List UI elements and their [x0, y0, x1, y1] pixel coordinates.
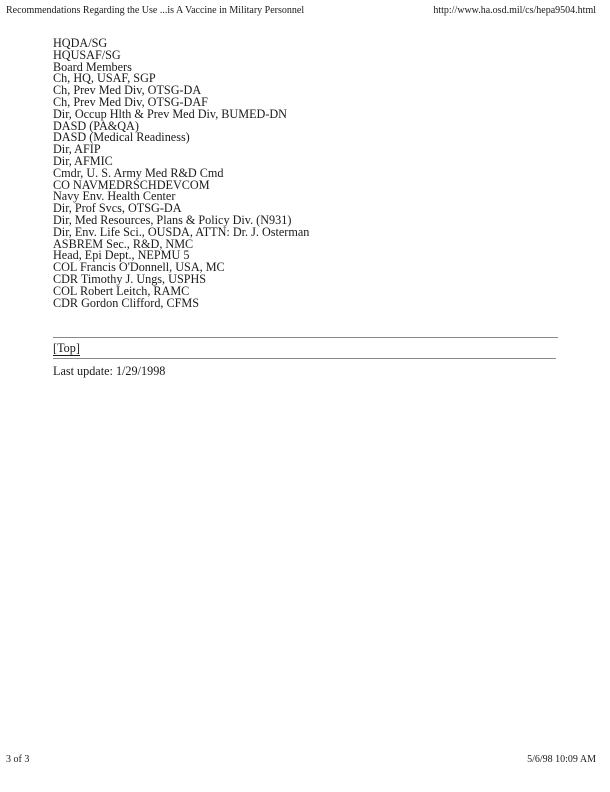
distribution-item: Navy Env. Health Center	[53, 189, 176, 204]
top-link-close-bracket: ]	[75, 341, 80, 355]
distribution-item: CO NAVMEDRSCHDEVCOM	[53, 177, 210, 192]
distribution-item: Ch, Prev Med Div, OTSG-DA	[53, 83, 202, 98]
distribution-item: Ch, HQ, USAF, SGP	[53, 71, 156, 86]
distribution-item: DASD (Medical Readiness)	[53, 130, 190, 145]
page-number: 3 of 3	[6, 754, 30, 765]
distribution-item: CDR Gordon Clifford, CFMS	[53, 295, 200, 310]
distribution-item: Dir, AFIP	[53, 142, 101, 157]
distribution-item: Dir, Env. Life Sci., OUSDA, ATTN: Dr. J. Osterman	[53, 224, 310, 239]
distribution-item: Head, Epi Dept., NEPMU 5	[53, 248, 190, 263]
top-link-label: Top	[57, 341, 76, 355]
distribution-list	[53, 38, 309, 309]
divider-top	[53, 337, 558, 338]
distribution-item: COL Robert Leitch, RAMC	[53, 283, 190, 298]
distribution-item: HQDA/SG	[53, 36, 108, 50]
distribution-item: HQUSAF/SG	[53, 47, 121, 62]
distribution-item: Dir, Occup Hlth & Prev Med Div, BUMED-DN	[53, 106, 287, 121]
print-header-title: Recommendations Regarding the Use ...is A Vaccine in Military Personnel	[6, 5, 305, 16]
top-link-open-bracket: [	[53, 341, 58, 355]
print-header-url: http://www.ha.osd.mil/cs/hepa9504.html	[433, 5, 596, 16]
distribution-item: ASBREM Sec., R&D, NMC	[53, 236, 194, 251]
distribution-item: Dir, AFMIC	[53, 153, 113, 168]
distribution-item: DASD (PA&QA)	[53, 118, 139, 133]
distribution-item: CDR Timothy J. Ungs, USPHS	[53, 271, 207, 286]
distribution-item: Dir, Med Resources, Plans & Policy Div. (N931)	[53, 212, 292, 227]
distribution-item: Ch, Prev Med Div, OTSG-DAF	[53, 94, 208, 109]
distribution-item: Dir, Prof Svcs, OTSG-DA	[53, 201, 182, 216]
distribution-item: Board Members	[53, 59, 132, 74]
distribution-item: COL Francis O'Donnell, USA, MC	[53, 260, 225, 275]
distribution-item: Cmdr, U. S. Army Med R&D Cmd	[53, 165, 224, 180]
print-datetime: 5/6/98 10:09 AM	[527, 754, 596, 765]
top-link[interactable]	[53, 342, 80, 356]
last-update: Last update: 1/29/1998	[53, 364, 166, 378]
divider-bottom	[53, 358, 556, 359]
